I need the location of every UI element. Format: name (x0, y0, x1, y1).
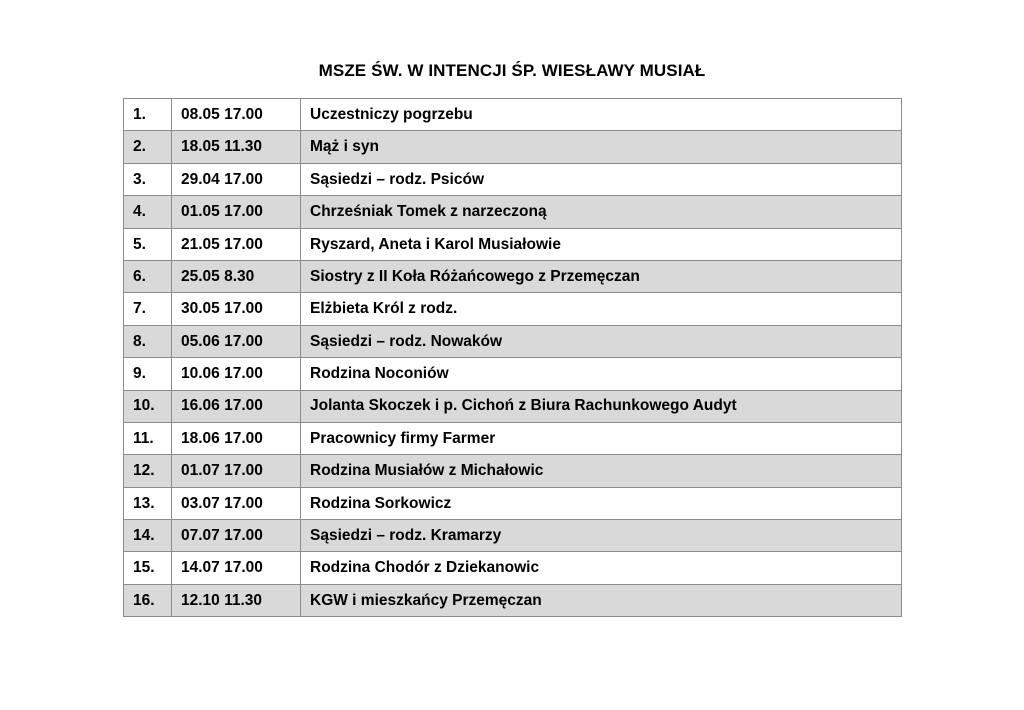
table-row (124, 520, 902, 552)
table-row (124, 422, 902, 454)
table-row (124, 325, 902, 357)
mass-date-time: 08.05 17.00 (172, 99, 301, 131)
mass-schedule-body (124, 99, 902, 617)
intention-requester: Jolanta Skoczek i p. Cichoń z Biura Rachunkowego Audyt (301, 390, 902, 422)
table-row (124, 228, 902, 260)
mass-date-time: 18.05 11.30 (172, 131, 301, 163)
intention-requester: Sąsiedzi – rodz. Nowaków (301, 325, 902, 357)
intention-requester: Rodzina Musiałów z Michałowic (301, 455, 902, 487)
row-number: 9. (124, 358, 172, 390)
table-row (124, 455, 902, 487)
mass-date-time: 16.06 17.00 (172, 390, 301, 422)
row-number: 11. (124, 422, 172, 454)
row-number: 4. (124, 196, 172, 228)
row-number: 10. (124, 390, 172, 422)
mass-date-time: 29.04 17.00 (172, 163, 301, 195)
mass-schedule-table (123, 98, 902, 617)
mass-date-time: 21.05 17.00 (172, 228, 301, 260)
table-row (124, 196, 902, 228)
row-number: 15. (124, 552, 172, 584)
mass-date-time: 10.06 17.00 (172, 358, 301, 390)
intention-requester: Ryszard, Aneta i Karol Musiałowie (301, 228, 902, 260)
intention-requester: Chrześniak Tomek z narzeczoną (301, 196, 902, 228)
table-row (124, 163, 902, 195)
intention-requester: Uczestniczy pogrzebu (301, 99, 902, 131)
row-number: 8. (124, 325, 172, 357)
mass-date-time: 18.06 17.00 (172, 422, 301, 454)
row-number: 13. (124, 487, 172, 519)
table-row (124, 99, 902, 131)
page-title: MSZE ŚW. W INTENCJI ŚP. WIESŁAWY MUSIAŁ (318, 61, 706, 80)
intention-requester: Sąsiedzi – rodz. Kramarzy (301, 520, 902, 552)
row-number: 16. (124, 584, 172, 616)
table-row (124, 552, 902, 584)
intention-requester: Siostry z II Koła Różańcowego z Przemęczan (301, 260, 902, 292)
table-row (124, 390, 902, 422)
row-number: 14. (124, 520, 172, 552)
row-number: 3. (124, 163, 172, 195)
mass-date-time: 05.06 17.00 (172, 325, 301, 357)
intention-requester: Sąsiedzi – rodz. Psiców (301, 163, 902, 195)
table-row (124, 487, 902, 519)
mass-date-time: 01.07 17.00 (172, 455, 301, 487)
intention-requester: Pracownicy firmy Farmer (301, 422, 902, 454)
mass-date-time: 14.07 17.00 (172, 552, 301, 584)
table-row (124, 358, 902, 390)
row-number: 6. (124, 260, 172, 292)
table-row (124, 584, 902, 616)
intention-requester: Rodzina Sorkowicz (301, 487, 902, 519)
mass-date-time: 03.07 17.00 (172, 487, 301, 519)
mass-date-time: 07.07 17.00 (172, 520, 301, 552)
row-number: 12. (124, 455, 172, 487)
mass-date-time: 01.05 17.00 (172, 196, 301, 228)
table-row (124, 131, 902, 163)
row-number: 7. (124, 293, 172, 325)
mass-date-time: 30.05 17.00 (172, 293, 301, 325)
row-number: 1. (124, 99, 172, 131)
intention-requester: Elżbieta Król z rodz. (301, 293, 902, 325)
table-row (124, 293, 902, 325)
table-row (124, 260, 902, 292)
intention-requester: KGW i mieszkańcy Przemęczan (301, 584, 902, 616)
mass-date-time: 12.10 11.30 (172, 584, 301, 616)
intention-requester: Rodzina Noconiów (301, 358, 902, 390)
row-number: 5. (124, 228, 172, 260)
intention-requester: Rodzina Chodór z Dziekanowic (301, 552, 902, 584)
row-number: 2. (124, 131, 172, 163)
intention-requester: Mąż i syn (301, 131, 902, 163)
mass-date-time: 25.05 8.30 (172, 260, 301, 292)
